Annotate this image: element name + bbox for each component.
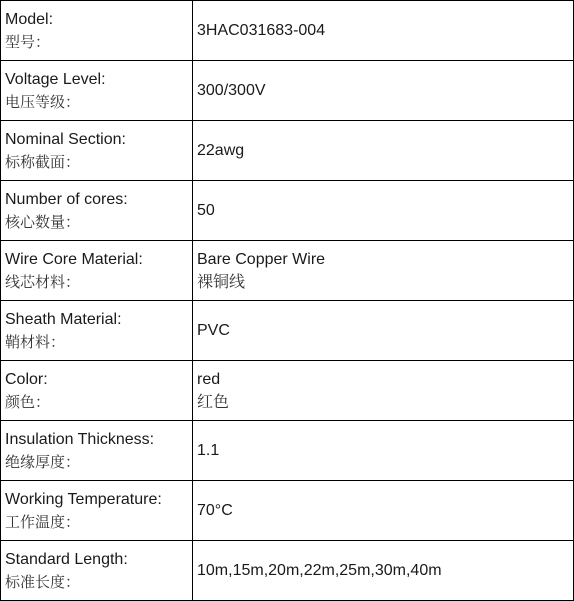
label-chinese: 标称截面： [5, 153, 81, 171]
label-english: Working Temperature: [5, 490, 162, 508]
table-row [1, 421, 574, 481]
value-text: 1.1 [197, 442, 220, 459]
value-cell [193, 541, 574, 601]
value-cell [193, 301, 574, 361]
table-row [1, 121, 574, 181]
label-chinese: 颜色： [5, 393, 51, 411]
table-row [1, 361, 574, 421]
label-chinese: 型号： [5, 33, 51, 51]
value-text: red [197, 370, 221, 388]
label-cell [1, 121, 193, 181]
label-cell [1, 481, 193, 541]
table-row [1, 541, 574, 601]
value-cell [193, 241, 574, 301]
value-text: PVC [197, 322, 230, 339]
label-cell [1, 421, 193, 481]
value-cell [193, 421, 574, 481]
label-english: Standard Length: [5, 550, 128, 568]
label-chinese: 核心数量： [5, 213, 81, 231]
value-text: 70°C [197, 502, 233, 519]
table-row [1, 181, 574, 241]
value-text: Bare Copper Wire [197, 250, 326, 268]
table-row [1, 481, 574, 541]
label-chinese: 标准长度： [5, 573, 81, 591]
value-cell [193, 481, 574, 541]
label-cell [1, 61, 193, 121]
label-english: Insulation Thickness: [5, 430, 155, 448]
value-cell [193, 1, 574, 61]
label-cell [1, 301, 193, 361]
label-english: Model: [5, 10, 54, 28]
label-english: Number of cores: [5, 190, 128, 208]
label-cell [1, 1, 193, 61]
label-english: Color: [5, 370, 48, 388]
label-chinese: 电压等级： [5, 93, 81, 111]
table-row [1, 61, 574, 121]
label-chinese: 线芯材料： [5, 273, 81, 291]
label-chinese: 工作温度： [5, 513, 81, 531]
value-text: 50 [197, 202, 215, 219]
label-cell [1, 541, 193, 601]
value-cell [193, 61, 574, 121]
label-cell [1, 181, 193, 241]
value-cell [193, 361, 574, 421]
label-chinese: 鞘材料： [5, 333, 66, 351]
value-chinese: 红色 [197, 393, 230, 411]
value-text: 22awg [197, 142, 245, 159]
value-text: 300/300V [197, 82, 266, 99]
label-english: Voltage Level: [5, 70, 106, 88]
table-row [1, 241, 574, 301]
value-text: 3HAC031683-004 [197, 22, 326, 39]
label-english: Sheath Material: [5, 310, 122, 328]
table-row [1, 301, 574, 361]
label-chinese: 绝缘厚度： [5, 453, 81, 471]
value-text: 10m,15m,20m,22m,25m,30m,40m [197, 562, 442, 579]
label-english: Nominal Section: [5, 130, 126, 148]
value-chinese: 裸铜线 [197, 273, 246, 291]
label-cell [1, 361, 193, 421]
value-cell [193, 181, 574, 241]
spec-table-body [1, 1, 574, 601]
label-cell [1, 241, 193, 301]
value-cell [193, 121, 574, 181]
label-english: Wire Core Material: [5, 250, 143, 268]
table-row [1, 1, 574, 61]
